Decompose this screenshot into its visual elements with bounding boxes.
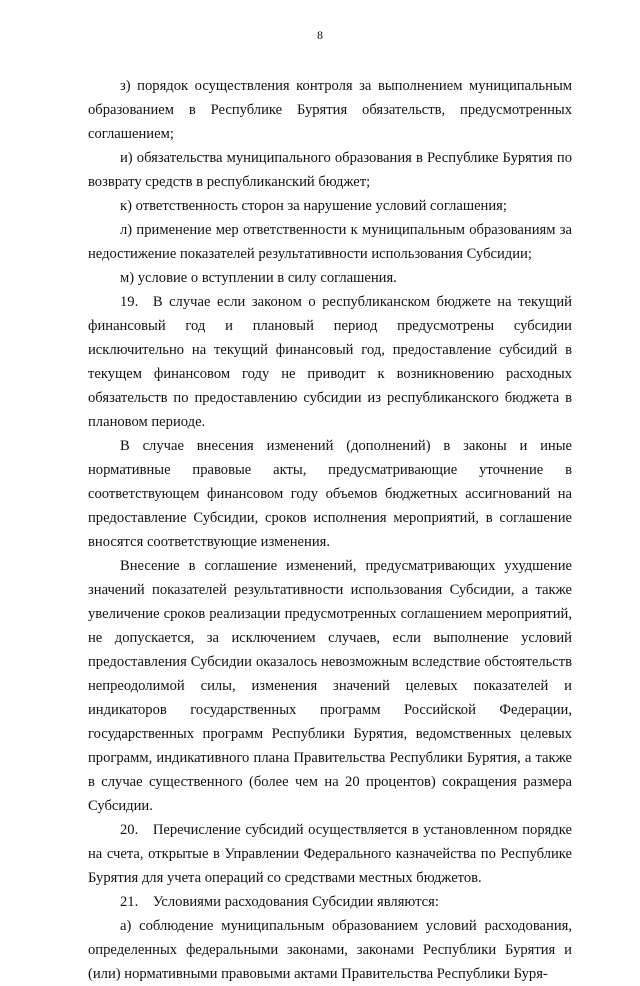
paragraph-i: и) обязательства муниципального образования в Республике Бурятия по возврату средств в республиканский бюджет; xyxy=(88,150,572,190)
paragraph-21-a: а) соблюдение муниципальным образованием условий расходования, определенных федеральными законами, законами Республики Бурятия и (или) нормативными правовыми актами Правительства Республики Буря- xyxy=(88,918,572,982)
paragraph-k: к) ответственность сторон за нарушение условий соглашения; xyxy=(120,198,507,214)
paragraph-19-amendments: В случае внесения изменений (дополнений) в законы и иные нормативные правовые акты, предусматривающие уточнение в соответствующем финансовом году объемов бюджетных ассигнований на предоставление Субсидии, сроков исполнения мероприятий, в соглашение вносятся соответствующие изменения. xyxy=(88,438,572,550)
paragraph-m: м) условие о вступлении в силу соглашения. xyxy=(120,270,397,286)
page-number: 8 xyxy=(317,28,323,42)
paragraph-19-restrictions: Внесение в соглашение изменений, предусматривающих ухудшение значений показателей результативности использования Субсидии, а также увеличение сроков реализации предусмотренных соглашением мероприятий, не допускается, за исключением случаев, если выполнение условий предоставления Субсидии оказалось невозможным вследствие обстоятельств непреодолимой силы, изменения значений целевых показателей и индикаторов государственных программ Российской Федерации, государственных программ Республики Бурятия, ведомственных целевых программ, индикативного плана Правительства Республики Бурятия, а также в случае существенного (более чем на 20 процентов) сокращения размера Субсидии. xyxy=(88,558,572,814)
paragraph-l: л) применение мер ответственности к муниципальным образованиям за недостижение показателей результативности использования Субсидии; xyxy=(88,222,572,262)
paragraph-19: 19. В случае если законом о республиканском бюджете на текущий финансовый год и плановый период предусмотрены субсидии исключительно на текущий финансовый год, предоставление субсидий в текущем финансовом году не приводит к возникновению расходных обязательств по предоставлению субсидии из республиканского бюджета в плановом периоде. xyxy=(88,294,572,430)
paragraph-20: 20. Перечисление субсидий осуществляется в установленном порядке на счета, открытые в Управлении Федерального казначейства по Республике Бурятия для учета операций со средствами местных бюджетов. xyxy=(88,822,572,886)
paragraph-21: 21. Условиями расходования Субсидии являются: xyxy=(120,894,439,910)
document-body xyxy=(88,74,572,986)
paragraph-z: з) порядок осуществления контроля за выполнением муниципальным образованием в Республике Бурятия обязательств, предусмотренных соглашением; xyxy=(88,78,572,142)
